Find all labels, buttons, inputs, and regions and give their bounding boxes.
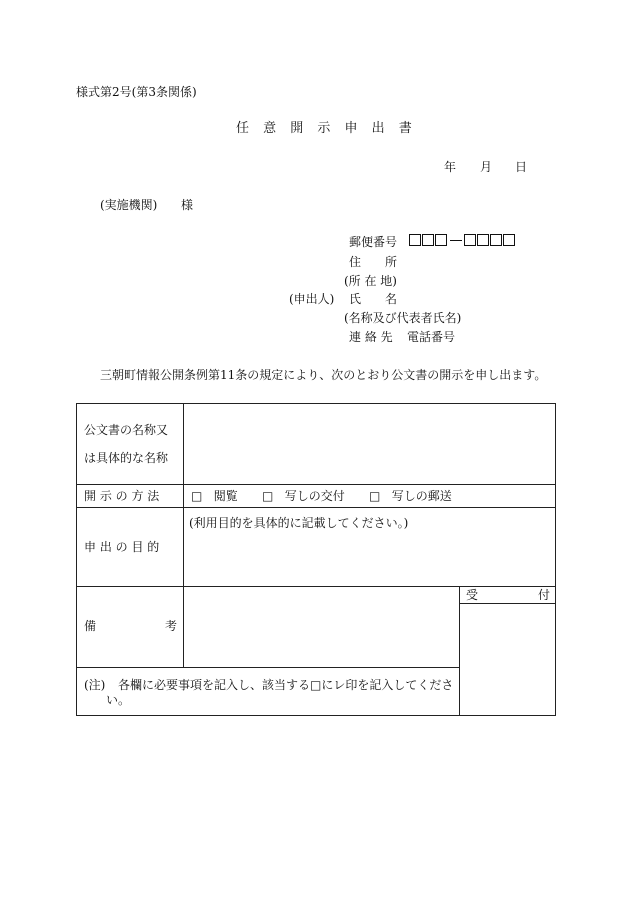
method-option-label: 写しの交付 — [284, 489, 345, 503]
purpose-field[interactable] — [186, 534, 552, 584]
table-rule — [183, 403, 184, 667]
recipient-org: (実施機関) — [100, 198, 158, 212]
table-rule — [459, 603, 556, 604]
method-option-label: 閲覧 — [213, 489, 238, 503]
postal-digit-box[interactable] — [503, 234, 515, 246]
note-line1: 各欄に必要事項を記入し、該当する□にレ印を記入してくださ — [118, 678, 454, 692]
document-title: 任 意 開 示 申 出 書 — [236, 121, 412, 136]
doc-name-label-line2: は具体的な名称 — [84, 451, 169, 465]
receipt-label-b: 付 — [538, 588, 551, 602]
remarks-label-b: 考 — [165, 619, 178, 633]
representative-label: (名称及び代表者氏名) — [344, 311, 462, 325]
postal-digit-box[interactable] — [422, 234, 434, 246]
checkbox[interactable]: □ — [369, 489, 381, 503]
applicant-role-label: (申出人) — [289, 292, 335, 306]
doc-name-field[interactable] — [186, 406, 552, 482]
table-rule — [76, 667, 459, 668]
method-option-inspection[interactable] — [191, 490, 238, 502]
postal-code-label: 郵便番号 — [349, 235, 398, 249]
table-rule — [76, 484, 556, 485]
postal-code-boxes[interactable] — [409, 234, 516, 247]
method-label: 開 示 の 方 法 — [84, 489, 160, 503]
contact-label: 連 絡 先 — [349, 330, 393, 344]
address-label: 住 所 — [349, 255, 398, 269]
location-label: (所 在 地) — [344, 274, 397, 288]
method-option-label: 写しの郵送 — [391, 489, 452, 503]
purpose-note: (利用目的を具体的に記載してください。) — [189, 516, 409, 530]
date-year: 年 — [444, 160, 457, 174]
method-option-copy[interactable] — [262, 490, 345, 502]
postal-digit-box[interactable] — [477, 234, 489, 246]
table-rule — [76, 586, 556, 587]
postal-digit-box[interactable] — [435, 234, 447, 246]
receipt-label-a: 受 — [466, 588, 479, 602]
method-option-mail[interactable] — [369, 490, 452, 502]
note-prefix: (注) — [84, 678, 106, 692]
name-label: 氏 名 — [349, 292, 398, 306]
postal-digit-box[interactable] — [464, 234, 476, 246]
checkbox[interactable]: □ — [191, 489, 203, 503]
date-month: 月 — [480, 160, 493, 174]
postal-digit-box[interactable] — [490, 234, 502, 246]
postal-dash — [450, 240, 462, 241]
intro-text: 三朝町情報公開条例第11条の規定により、次のとおり公文書の開示を申し出ます。 — [100, 368, 547, 382]
table-rule — [459, 586, 460, 716]
remarks-label-a: 備 — [84, 619, 97, 633]
recipient-honorific: 様 — [181, 198, 194, 212]
purpose-label: 申 出 の 目 的 — [84, 540, 160, 554]
phone-label: 電話番号 — [407, 330, 456, 344]
table-rule — [76, 507, 556, 508]
checkbox[interactable]: □ — [262, 489, 274, 503]
remarks-field[interactable] — [186, 590, 456, 664]
form-number: 様式第2号(第3条関係) — [76, 85, 197, 99]
postal-digit-box[interactable] — [409, 234, 421, 246]
date-day: 日 — [515, 160, 528, 174]
doc-name-label-line1: 公文書の名称又 — [84, 423, 169, 437]
note-line2: い。 — [106, 693, 131, 707]
